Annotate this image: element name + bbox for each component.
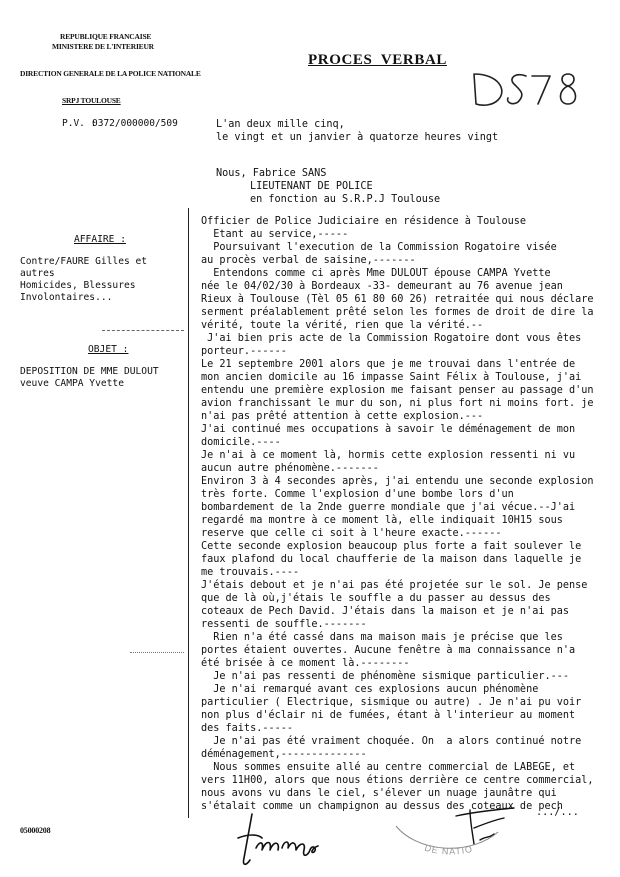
police-stamp: [392, 818, 502, 877]
body-line: J'ai bien pris acte de la Commission Rogatoire dont vous êtes: [201, 333, 582, 344]
body-line: reserve que celle ci soit à l'heure exacte.------: [201, 528, 502, 539]
body-line: que de là où,j'étais le souffle a du passer au dessus des: [201, 593, 551, 604]
body-line: s'étalait comme un champignon au dessus des coteaux de pech: [201, 801, 563, 812]
officer-unit: en fonction au S.R.P.J Toulouse: [250, 194, 441, 205]
sidebar-divider: [130, 652, 184, 653]
body-line: regardé ma montre à ce moment là, elle indiquait 10H15 sous: [201, 515, 563, 526]
header-ministry: MINISTERE DE L'INTERIEUR: [52, 42, 154, 51]
body-line: porteur.------: [201, 346, 287, 357]
body-line: portes étaient ouvertes. Aucune fenêtre à ma connaissance n'a: [201, 645, 576, 656]
objet-line: veuve CAMPA Yvette: [20, 378, 124, 389]
body-line: non plus d'éclair ni de fumées, étant à l'interieur au moment: [201, 710, 576, 721]
body-line: Je n'ai remarqué avant ces explosions aucun phénomène: [201, 684, 539, 695]
body-line: ressenti de souffle.-------: [201, 619, 367, 630]
affaire-title: AFFAIRE :: [74, 234, 126, 245]
body-line: domicile.----: [201, 437, 281, 448]
body-line: nous avons vu dans le ciel, s'élever un nuage jaunâtre qui: [201, 788, 557, 799]
body-line: Etant au service,-----: [201, 229, 349, 240]
header-direction: DIRECTION GENERALE DE LA POLICE NATIONALE: [20, 69, 201, 78]
body-line: J'ai continué mes occupations à savoir le déménagement de mon: [201, 424, 576, 435]
body-line: vers 11H00, alors que nous étions derrière ce centre commercial,: [201, 775, 594, 786]
body-line: vérité, toute la vérité, rien que la vérité.--: [201, 320, 484, 331]
margin-rule: [188, 208, 189, 818]
date-line-1: L'an deux mille cinq,: [216, 119, 345, 130]
body-line: Environ 3 à 4 secondes après, j'ai entendu une seconde explosion: [201, 476, 594, 487]
affaire-line: Involontaires...: [20, 292, 113, 303]
body-line: Je n'ai pas ressenti de phénomène sismique particulier.---: [201, 671, 570, 682]
body-line: été brisée à ce moment là.--------: [201, 658, 410, 669]
body-line: Rieux à Toulouse (Tèl 05 61 80 60 26) retraitée qui nous déclare: [201, 294, 594, 305]
body-line: Rien n'a été cassé dans ma maison mais je précise que les: [201, 632, 563, 643]
body-line: Je n'ai pas été vraiment choquée. On a alors continué notre: [201, 736, 582, 747]
svg-text:DE NATIO: [423, 843, 473, 857]
body-line: très forte. Comme l'explosion d'une bombe lors d'un: [201, 489, 514, 500]
continuation-mark: .../...: [536, 807, 579, 818]
body-line: faux plafond du local chaufferie de la maison dans laquelle je: [201, 554, 582, 565]
sidebar-divider: [102, 330, 184, 331]
handwritten-reference: [468, 64, 588, 112]
body-line: née le 04/02/30 à Bordeaux -33- demeurant au 76 avenue jean: [201, 281, 563, 292]
date-line-2: le vingt et un janvier à quatorze heures vingt: [216, 132, 499, 143]
objet-line: DEPOSITION DE MME DULOUT: [20, 366, 159, 377]
officer-name: Nous, Fabrice SANS: [216, 168, 327, 179]
objet-title: OBJET :: [88, 344, 129, 355]
stamp-text: DE NATIO: [423, 842, 474, 857]
body-line: me trouvais.----: [201, 567, 300, 578]
body-line: au procès verbal de saisine,-------: [201, 255, 416, 266]
body-line: Nous sommes ensuite allé au centre commercial de LABEGE, et: [201, 762, 576, 773]
body-line: des faits.-----: [201, 723, 294, 734]
affaire-line: Homicides, Blessures: [20, 280, 136, 291]
header-service: SRPJ TOULOUSE: [62, 96, 121, 105]
body-line: entendu une première explosion me faisant penser au passage d'un: [201, 385, 594, 396]
body-line: déménagement,--------------: [201, 749, 367, 760]
body-line: avion franchissant le mur du son, ni plus fort ni moins fort. je: [201, 398, 594, 409]
pv-label: P.V. :: [62, 118, 97, 129]
pv-number: 0372/000000/509: [92, 118, 178, 129]
footer-code: 05000208: [20, 826, 51, 835]
body-line: Le 21 septembre 2001 alors que je me trouvai dans l'entrée de: [201, 359, 576, 370]
body-line: Je n'ai à ce moment là, hormis cette explosion ressenti ni vu: [201, 450, 576, 461]
affaire-line: autres: [20, 268, 55, 279]
officer-rank: LIEUTENANT DE POLICE: [250, 181, 373, 192]
body-line: aucun autre phénomène.-------: [201, 463, 379, 474]
body-line: Entendons comme ci après Mme DULOUT épouse CAMPA Yvette: [201, 268, 551, 279]
body-line: Officier de Police Judiciaire en résidence à Toulouse: [201, 216, 527, 227]
body-line: Cette seconde explosion beaucoup plus forte a fait soulever le: [201, 541, 582, 552]
body-line: J'étais debout et je n'ai pas été projetée sur le sol. Je pense: [201, 580, 588, 591]
page-title: PROCES VERBAL: [308, 52, 447, 68]
body-line: serment préalablement prêté selon les formes de droit de dire la: [201, 307, 594, 318]
affaire-line: Contre/FAURE Gilles et: [20, 256, 148, 267]
header-republic: REPUBLIQUE FRANCAISE: [60, 32, 152, 41]
deposition-body: [201, 215, 594, 813]
body-line: mon ancien domicile au 16 impasse Saint Félix à Toulouse, j'ai: [201, 372, 582, 383]
body-line: bombardement de la 2nde guerre mondiale que j'ai vécue.--J'ai: [201, 502, 576, 513]
body-line: particulier ( Electrique, sismique ou autre) . Je n'ai pu voir: [201, 697, 582, 708]
body-line: coteaux de Pech David. J'étais dans la maison et je n'ai pas: [201, 606, 570, 617]
signature-witness: [234, 808, 324, 872]
body-line: Poursuivant l'execution de la Commission Rogatoire visée: [201, 242, 557, 253]
body-line: n'ai pas prêté attention à cette explosion.---: [201, 411, 484, 422]
